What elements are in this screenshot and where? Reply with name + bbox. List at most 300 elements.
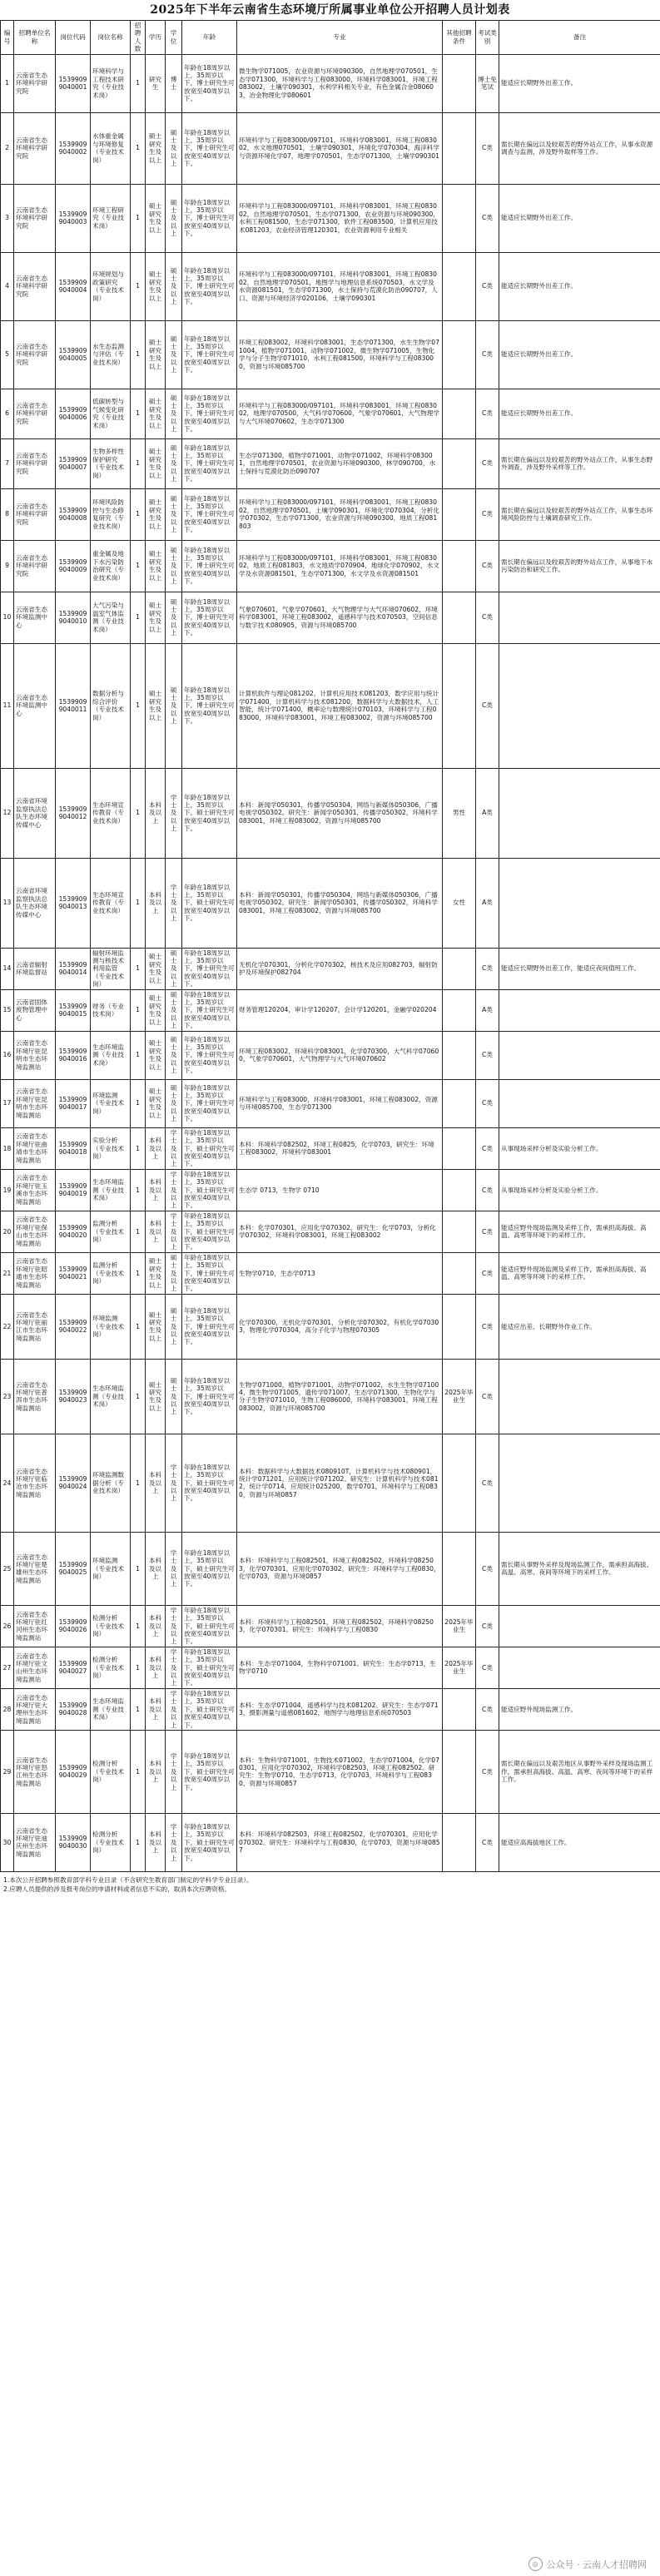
degree-cell: 硕士及以上 xyxy=(166,389,182,438)
post-code-cell: 15399099040013 xyxy=(56,858,91,948)
post-code-cell: 15399099040003 xyxy=(56,184,91,252)
remarks-cell: 需长期从事野外采样及现场监测工作，需承担高海拔、高温、高寒、夜间等环境下的采样工作。 xyxy=(499,1532,660,1605)
unit-name-cell: 云南省环境监察执法总队生态环境传媒中心 xyxy=(14,858,56,948)
unit-name-cell: 云南省生态环境厅驻文山州生态环境监测站 xyxy=(14,1647,56,1688)
other-conditions-cell xyxy=(443,592,476,643)
headcount-cell: 1 xyxy=(131,54,146,112)
exam-type-cell: C类 xyxy=(476,1211,499,1252)
unit-name-cell: 云南省生态环境厅驻丽江市生态环境监测站 xyxy=(14,1294,56,1359)
row-number-cell: 9 xyxy=(1,540,14,592)
headcount-cell: 1 xyxy=(131,389,146,438)
major-cell: 本科：环境科学082502，环境工程0825，化学0703，研究生：环境工程083002，环境科学083001 xyxy=(237,1127,443,1169)
headcount-cell: 1 xyxy=(131,592,146,643)
headcount-cell: 1 xyxy=(131,1359,146,1434)
header-cell: 招聘人数 xyxy=(131,21,146,55)
post-name-cell: 环境监测（专业技术岗） xyxy=(91,1532,131,1605)
headcount-cell: 1 xyxy=(131,1169,146,1211)
headcount-cell: 1 xyxy=(131,1434,146,1532)
post-code-cell: 15399099040020 xyxy=(56,1211,91,1252)
other-conditions-cell xyxy=(443,488,476,540)
remarks-cell: 需长期在偏远以及较艰苦的野外站点工作，从事生态野外调查，涉及野外采样等工作。 xyxy=(499,438,660,488)
post-name-cell: 低碳转型与气候变化研究（专业技术岗） xyxy=(91,389,131,438)
header-cell: 年龄 xyxy=(182,21,237,55)
remarks-cell xyxy=(499,989,660,1031)
exam-type-cell: C类 xyxy=(476,1359,499,1434)
age-cell: 年龄在18周岁以上，35周岁以下，博士研究生可放宽至40周岁以下。 xyxy=(182,54,237,112)
major-cell: 环境科学与工程083000/097101，环境科学083001，环境工程083002，地质工程081803，水文地质学070904，地球化学070902，水文学及水资源081501，生态学071300，水文学及水资源081501 xyxy=(237,540,443,592)
major-cell: 本科：化学070301，应用化学070302，研究生：化学0703，分析化学070302，环境科学083001，环境工程083002 xyxy=(237,1211,443,1252)
education-cell: 本科及以上 xyxy=(146,1434,166,1532)
row-number-cell: 2 xyxy=(1,112,14,184)
post-name-cell: 生物多样性保护研究（专业技术岗） xyxy=(91,438,131,488)
age-cell: 年龄在18周岁以上，35周岁以下，硕士研究生可放宽至40周岁以下。 xyxy=(182,1730,237,1813)
remarks-cell: 能适应长期野外出差工作。 xyxy=(499,389,660,438)
post-name-cell: 水体重金属与环境修复（专业技术岗） xyxy=(91,112,131,184)
major-cell: 环境科学与工程083000，环境科学083001，环境工程083002，资源与环境085700，生态学071300 xyxy=(237,1079,443,1127)
education-cell: 硕士研究生及以上 xyxy=(146,540,166,592)
table-row xyxy=(1,1031,660,1079)
unit-name-cell: 云南省生态环境厅驻昆明市生态环境监测站 xyxy=(14,1031,56,1079)
remarks-cell xyxy=(499,1647,660,1688)
exam-type-cell: A类 xyxy=(476,858,499,948)
row-number-cell: 24 xyxy=(1,1434,14,1532)
unit-name-cell: 云南省辐射环境监督站 xyxy=(14,948,56,989)
degree-cell: 硕士及以上 xyxy=(166,252,182,320)
other-conditions-cell: 2025年毕业生 xyxy=(443,1605,476,1647)
degree-cell: 学士及以上 xyxy=(166,858,182,948)
row-number-cell: 15 xyxy=(1,989,14,1031)
remarks-cell: 需长期在偏远以及艰苦地区从事野外采样及现场监测工作，需承担高海拔、高温、高寒、夜间等环境下的采样工作。 xyxy=(499,1730,660,1813)
table-row xyxy=(1,184,660,252)
post-name-cell: 环境监测（专业技术岗） xyxy=(91,1294,131,1359)
post-name-cell: 检测分析（专业技术岗） xyxy=(91,1647,131,1688)
other-conditions-cell xyxy=(443,540,476,592)
header-cell: 招聘单位名称 xyxy=(14,21,56,55)
major-cell: 生态学071300，植物学071001，动物学071002，环境科学083001，自然地理学070501，农业资源与环境090300，林学090700，水土保持与荒漠化防治090707 xyxy=(237,438,443,488)
unit-name-cell: 云南省生态环境厅驻临沧市生态环境监测站 xyxy=(14,1434,56,1532)
unit-name-cell: 云南省生态环境厅驻楚雄州生态环境监测站 xyxy=(14,1532,56,1605)
watermark xyxy=(528,2557,648,2571)
table-row xyxy=(1,643,660,768)
age-cell: 年龄在18周岁以上，35周岁以下，硕士研究生可放宽至40周岁以下。 xyxy=(182,768,237,858)
post-code-cell: 15399099040006 xyxy=(56,389,91,438)
remarks-cell xyxy=(499,1079,660,1127)
remarks-cell xyxy=(499,768,660,858)
headcount-cell: 1 xyxy=(131,1031,146,1079)
exam-type-cell: A类 xyxy=(476,989,499,1031)
exam-type-cell: C类 xyxy=(476,1031,499,1079)
post-name-cell: 检测分析（专业技术岗） xyxy=(91,1605,131,1647)
table-row xyxy=(1,252,660,320)
table-row xyxy=(1,1647,660,1688)
headcount-cell: 1 xyxy=(131,1813,146,1871)
education-cell: 硕士研究生及以上 xyxy=(146,1031,166,1079)
unit-name-cell: 云南省生态环境科学研究院 xyxy=(14,252,56,320)
remarks-cell: 需长期在偏远以及较艰苦的野外站点工作，从事水资源调查与监测，涉及野外取样等工作。 xyxy=(499,112,660,184)
recruitment-table xyxy=(0,20,660,1872)
education-cell: 硕士研究生及以上 xyxy=(146,948,166,989)
post-name-cell: 重金属及地下水污染防治研究（专业技术岗） xyxy=(91,540,131,592)
exam-type-cell: C类 xyxy=(476,184,499,252)
headcount-cell: 1 xyxy=(131,1730,146,1813)
unit-name-cell: 云南省生态环境科学研究院 xyxy=(14,488,56,540)
row-number-cell: 4 xyxy=(1,252,14,320)
remarks-cell xyxy=(499,1031,660,1079)
remarks-cell: 需长期在偏远以及较艰苦的野外站点工作，从事地下水污染防治和研究工作。 xyxy=(499,540,660,592)
unit-name-cell: 云南省生态环境科学研究院 xyxy=(14,438,56,488)
exam-type-cell: C类 xyxy=(476,1294,499,1359)
table-row xyxy=(1,1127,660,1169)
other-conditions-cell xyxy=(443,643,476,768)
post-name-cell: 财务（专业技术岗） xyxy=(91,989,131,1031)
degree-cell: 硕士及以上 xyxy=(166,488,182,540)
education-cell: 硕士研究生及以上 xyxy=(146,1079,166,1127)
major-cell: 生物学071000，植物学071001，动物学071002，水生生物学071004，微生物学071005，遗传学071007，生态学071300，生物化学与分子生物学071010，生物工程086000，环境科学083001，环境工程083002，资源与环境085700 xyxy=(237,1359,443,1434)
header-cell: 考试类别 xyxy=(476,21,499,55)
exam-type-cell: C类 xyxy=(476,112,499,184)
major-cell: 本科：生态学071004，生物科学071001。研究生：生态学0713，生物学0710 xyxy=(237,1647,443,1688)
row-number-cell: 16 xyxy=(1,1031,14,1079)
exam-type-cell: C类 xyxy=(476,320,499,389)
education-cell: 本科及以上 xyxy=(146,1688,166,1730)
major-cell: 微生物学071005，农业资源与环境090300，自然地理学070501，生态学071300，环境科学与工程083000，环境科学083001，环境工程083002，土壤学090301，水利学科相关专业，有色金属合金080603，冶金物理化学080601 xyxy=(237,54,443,112)
table-row xyxy=(1,948,660,989)
age-cell: 年龄在18周岁以上，35周岁以下，硕士研究生可放宽至40周岁以下。 xyxy=(182,1127,237,1169)
exam-type-cell: C类 xyxy=(476,252,499,320)
exam-type-cell: C类 xyxy=(476,1079,499,1127)
other-conditions-cell xyxy=(443,1294,476,1359)
footnotes xyxy=(3,1875,253,1894)
post-code-cell: 15399099040011 xyxy=(56,643,91,768)
exam-type-cell: C类 xyxy=(476,540,499,592)
education-cell: 硕士研究生及以上 xyxy=(146,252,166,320)
remarks-cell xyxy=(499,592,660,643)
major-cell: 本科：环境科学082503，环境工程082502，化学070301，应用化学070302。研究生：环境科学与工程0830，化学0703，资源与环境0857 xyxy=(237,1813,443,1871)
remarks-cell: 能适应高海拔地区工作。 xyxy=(499,1813,660,1871)
major-cell: 生物学0710，生态学0713 xyxy=(237,1252,443,1294)
unit-name-cell: 云南省生态环境科学研究院 xyxy=(14,540,56,592)
other-conditions-cell xyxy=(443,1730,476,1813)
row-number-cell: 30 xyxy=(1,1813,14,1871)
post-code-cell: 15399099040023 xyxy=(56,1359,91,1434)
table-row xyxy=(1,389,660,438)
age-cell: 年龄在18周岁以上，35周岁以下，硕士研究生可放宽至40周岁以下。 xyxy=(182,1211,237,1252)
major-cell: 本科：环境科学与工程082501，环境工程082502，环境科学082503，化学070301，应用化学070302。研究生：环境科学与工程0830，化学0703，资源与环境0857 xyxy=(237,1532,443,1605)
age-cell: 年龄在18周岁以上，35周岁以下，博士研究生可放宽至40周岁以下。 xyxy=(182,488,237,540)
remarks-cell: 能适应长期野外出差工作，能适应夜间值班工作。 xyxy=(499,948,660,989)
degree-cell: 学士及以上 xyxy=(166,1813,182,1871)
post-code-cell: 15399099040015 xyxy=(56,989,91,1031)
table-row xyxy=(1,540,660,592)
remarks-cell: 从事现场采样分析及实验分析工作。 xyxy=(499,1169,660,1211)
education-cell: 本科及以上 xyxy=(146,1169,166,1211)
row-number-cell: 27 xyxy=(1,1647,14,1688)
education-cell: 硕士研究生及以上 xyxy=(146,438,166,488)
row-number-cell: 10 xyxy=(1,592,14,643)
post-name-cell: 生态环境宣传教育（专业技术岗） xyxy=(91,768,131,858)
unit-name-cell: 云南省生态环境科学研究院 xyxy=(14,184,56,252)
post-name-cell: 环境监测（专业技术岗） xyxy=(91,1079,131,1127)
unit-name-cell: 云南省生态环境科学研究院 xyxy=(14,54,56,112)
major-cell: 环境科学与工程083000/097101，环境科学083001，环境工程083002，自然地理学070501，土壤学090301，环境化学070304，分析化学070302，生态学071300，农业资源与环境090300，地质工程081803 xyxy=(237,488,443,540)
post-code-cell: 15399099040017 xyxy=(56,1079,91,1127)
row-number-cell: 26 xyxy=(1,1605,14,1647)
row-number-cell: 18 xyxy=(1,1127,14,1169)
major-cell: 本科：环境科学与工程082501，环境工程082502，环境科学082503，化学070301。研究生：环境科学与工程0830 xyxy=(237,1605,443,1647)
headcount-cell: 1 xyxy=(131,1647,146,1688)
degree-cell: 硕士及以上 xyxy=(166,1359,182,1434)
exam-type-cell: C类 xyxy=(476,592,499,643)
other-conditions-cell xyxy=(443,389,476,438)
table-row xyxy=(1,858,660,948)
table-body xyxy=(1,54,660,1871)
degree-cell: 博士 xyxy=(166,54,182,112)
post-code-cell: 15399099040018 xyxy=(56,1127,91,1169)
degree-cell: 硕士及以上 xyxy=(166,438,182,488)
education-cell: 本科及以上 xyxy=(146,1813,166,1871)
other-conditions-cell xyxy=(443,1813,476,1871)
education-cell: 硕士研究生及以上 xyxy=(146,184,166,252)
major-cell: 化学070300，无机化学070301，分析化学070302，有机化学070303，物理化学070304，高分子化学与物理070305 xyxy=(237,1294,443,1359)
other-conditions-cell xyxy=(443,1532,476,1605)
table-row xyxy=(1,1211,660,1252)
table-row xyxy=(1,438,660,488)
post-code-cell: 15399099040012 xyxy=(56,768,91,858)
table-row xyxy=(1,1252,660,1294)
other-conditions-cell xyxy=(443,989,476,1031)
table-row xyxy=(1,1532,660,1605)
age-cell: 年龄在18周岁以上，35周岁以下，博士研究生可放宽至40周岁以下。 xyxy=(182,540,237,592)
age-cell: 年龄在18周岁以上，35周岁以下，博士研究生可放宽至40周岁以下。 xyxy=(182,643,237,768)
post-code-cell: 15399099040002 xyxy=(56,112,91,184)
exam-type-cell: C类 xyxy=(476,948,499,989)
degree-cell: 学士及以上 xyxy=(166,768,182,858)
age-cell: 年龄在18周岁以上，35周岁以下，博士研究生可放宽至40周岁以下。 xyxy=(182,1079,237,1127)
degree-cell: 学士及以上 xyxy=(166,1211,182,1252)
post-code-cell: 15399099040025 xyxy=(56,1532,91,1605)
degree-cell: 硕士及以上 xyxy=(166,592,182,643)
table-row xyxy=(1,1813,660,1871)
age-cell: 年龄在18周岁以上，35周岁以下，博士研究生可放宽至40周岁以下。 xyxy=(182,1031,237,1079)
post-name-cell: 水生态监测与评估（专业技术岗） xyxy=(91,320,131,389)
row-number-cell: 20 xyxy=(1,1211,14,1252)
degree-cell: 硕士及以上 xyxy=(166,184,182,252)
unit-name-cell: 云南省生态环境厅驻玉溪市生态环境监测站 xyxy=(14,1169,56,1211)
other-conditions-cell xyxy=(443,948,476,989)
other-conditions-cell xyxy=(443,112,476,184)
education-cell: 研究生 xyxy=(146,54,166,112)
remarks-cell: 能适应出差、长期野外作业工作。 xyxy=(499,1294,660,1359)
post-code-cell: 15399099040005 xyxy=(56,320,91,389)
unit-name-cell: 云南省环境监察执法总队生态环境传媒中心 xyxy=(14,768,56,858)
education-cell: 硕士研究生及以上 xyxy=(146,389,166,438)
post-name-cell: 生态环境监测（专业技术岗） xyxy=(91,1031,131,1079)
watermark-text: 公众号 · 云南人才招聘网 xyxy=(546,2559,647,2570)
header-cell: 备注 xyxy=(499,21,660,55)
education-cell: 硕士研究生及以上 xyxy=(146,320,166,389)
degree-cell: 硕士及以上 xyxy=(166,320,182,389)
exam-type-cell: C类 xyxy=(476,1127,499,1169)
other-conditions-cell: 男性 xyxy=(443,768,476,858)
other-conditions-cell: 女性 xyxy=(443,858,476,948)
other-conditions-cell xyxy=(443,1079,476,1127)
unit-name-cell: 云南省生态环境厅驻曲靖市生态环境监测站 xyxy=(14,1127,56,1169)
unit-name-cell: 云南省生态环境科学研究院 xyxy=(14,389,56,438)
post-code-cell: 15399099040004 xyxy=(56,252,91,320)
major-cell: 财务管理120204，审计学120207，会计学120201，金融学020204 xyxy=(237,989,443,1031)
exam-type-cell: C类 xyxy=(476,438,499,488)
headcount-cell: 1 xyxy=(131,858,146,948)
exam-type-cell: C类 xyxy=(476,1605,499,1647)
post-code-cell: 15399099040007 xyxy=(56,438,91,488)
header-cell: 编号 xyxy=(1,21,14,55)
major-cell: 环境科学与工程083000/097101，环境科学083001，环境工程083002，自然地理学070501，生态学071300，农业资源与环境090300，水利工程081500，生态学071300，软件工程083500，计算机应用技术081203，农业经济管理120301，农业资源利用专业相关 xyxy=(237,184,443,252)
headcount-cell: 1 xyxy=(131,1079,146,1127)
row-number-cell: 29 xyxy=(1,1730,14,1813)
post-name-cell: 实验分析（专业技术岗） xyxy=(91,1127,131,1169)
other-conditions-cell xyxy=(443,54,476,112)
age-cell: 年龄在18周岁以上，35周岁以下，博士研究生可放宽至40周岁以下。 xyxy=(182,252,237,320)
post-code-cell: 15399099040029 xyxy=(56,1730,91,1813)
education-cell: 本科及以上 xyxy=(146,768,166,858)
table-row xyxy=(1,1169,660,1211)
row-number-cell: 28 xyxy=(1,1688,14,1730)
headcount-cell: 1 xyxy=(131,948,146,989)
education-cell: 本科及以上 xyxy=(146,1647,166,1688)
unit-name-cell: 云南省生态环境科学研究院 xyxy=(14,320,56,389)
age-cell: 年龄在18周岁以上，35周岁以下，博士研究生可放宽至40周岁以下。 xyxy=(182,989,237,1031)
exam-type-cell: C类 xyxy=(476,1169,499,1211)
headcount-cell: 1 xyxy=(131,1294,146,1359)
table-row xyxy=(1,112,660,184)
post-code-cell: 15399099040030 xyxy=(56,1813,91,1871)
post-code-cell: 15399099040027 xyxy=(56,1647,91,1688)
unit-name-cell: 云南省固体废物管理中心 xyxy=(14,989,56,1031)
major-cell: 生态学 0713，生物学 0710 xyxy=(237,1169,443,1211)
education-cell: 本科及以上 xyxy=(146,1127,166,1169)
row-number-cell: 3 xyxy=(1,184,14,252)
post-name-cell: 生态环境监测（专业技术岗） xyxy=(91,1169,131,1211)
post-code-cell: 15399099040021 xyxy=(56,1252,91,1294)
post-name-cell: 环境科学与工程技术研究（专业技术岗） xyxy=(91,54,131,112)
table-row xyxy=(1,1730,660,1813)
education-cell: 本科及以上 xyxy=(146,858,166,948)
page-title: 2025年下半年云南省生态环境厅所属事业单位公开招聘人员计划表 xyxy=(150,3,510,17)
unit-name-cell: 云南省生态环境厅驻普洱市生态环境监测站 xyxy=(14,1359,56,1434)
major-cell: 无机化学070301，分析化学070302，核技术及应用082703，辐射防护及环境保护082704 xyxy=(237,948,443,989)
table-row xyxy=(1,989,660,1031)
age-cell: 年龄在18周岁以上，35周岁以下，博士研究生可放宽至40周岁以下。 xyxy=(182,184,237,252)
age-cell: 年龄在18周岁以上，35周岁以下，硕士研究生可放宽至40周岁以下。 xyxy=(182,1169,237,1211)
major-cell: 环境工程083002，环境科学083001，化学070300，大气科学070600，气象学070601，大气物理学与大气环境070602 xyxy=(237,1031,443,1079)
row-number-cell: 8 xyxy=(1,488,14,540)
post-name-cell: 监测分析（专业技术岗） xyxy=(91,1252,131,1294)
exam-type-cell: C类 xyxy=(476,1688,499,1730)
degree-cell: 学士及以上 xyxy=(166,1730,182,1813)
post-code-cell: 15399099040009 xyxy=(56,540,91,592)
headcount-cell: 1 xyxy=(131,488,146,540)
remarks-cell xyxy=(499,1359,660,1434)
headcount-cell: 1 xyxy=(131,1127,146,1169)
table-row xyxy=(1,1359,660,1434)
degree-cell: 学士及以上 xyxy=(166,1127,182,1169)
major-cell: 计算机软件与理论081202，计算机应用技术081203，数学应用与统计学071400，计算机科学与技术081200，数据科学与大数据技术，人工智能，统计学071400，概率论与数理统计070103，环境科学与工程083000，环境科学083001，环境工程083002，资源与环境085700 xyxy=(237,643,443,768)
age-cell: 年龄在18周岁以上，35周岁以下，硕士研究生可放宽至40周岁以下。 xyxy=(182,1647,237,1688)
headcount-cell: 1 xyxy=(131,540,146,592)
headcount-cell: 1 xyxy=(131,184,146,252)
education-cell: 硕士研究生及以上 xyxy=(146,112,166,184)
post-code-cell: 15399099040001 xyxy=(56,54,91,112)
major-cell: 本科：新闻学050301，传播学050304，网络与新媒体050306，广播电视学050302。研究生：新闻学050301，传播学050302，环境科学083001，环境工程083002，资源与环境085700 xyxy=(237,858,443,948)
major-cell: 环境科学与工程083000/097101，环境科学083001，环境工程083002，地理学070500，大气科学070600，气象学070601，大气物理学与大气环境070602，生态学071300 xyxy=(237,389,443,438)
headcount-cell: 1 xyxy=(131,1532,146,1605)
remarks-cell xyxy=(499,643,660,768)
row-number-cell: 5 xyxy=(1,320,14,389)
remarks-cell: 能适应长期野外出差工作。 xyxy=(499,320,660,389)
headcount-cell: 1 xyxy=(131,1605,146,1647)
unit-name-cell: 云南省生态环境监测中心 xyxy=(14,643,56,768)
unit-name-cell: 云南省生态环境厅驻红河州生态环境监测站 xyxy=(14,1605,56,1647)
headcount-cell: 1 xyxy=(131,252,146,320)
footnote: 1.本次公开招聘参照教育部学科专业目录（不含研究生教育部门制定的学科学专业目录）。 xyxy=(3,1875,253,1884)
row-number-cell: 19 xyxy=(1,1169,14,1211)
exam-type-cell: C类 xyxy=(476,389,499,438)
education-cell: 硕士研究生及以上 xyxy=(146,1294,166,1359)
degree-cell: 硕士及以上 xyxy=(166,1294,182,1359)
header-cell: 专业 xyxy=(237,21,443,55)
headcount-cell: 1 xyxy=(131,320,146,389)
post-name-cell: 数据分析与综合评价（专业技术岗） xyxy=(91,643,131,768)
unit-name-cell: 云南省生态环境厅驻怒江州生态环境监测站 xyxy=(14,1730,56,1813)
post-name-cell: 大气污染与温室气体监测（专业技术岗） xyxy=(91,592,131,643)
exam-type-cell: 博士免笔试 xyxy=(476,54,499,112)
other-conditions-cell xyxy=(443,1252,476,1294)
other-conditions-cell xyxy=(443,438,476,488)
age-cell: 年龄在18周岁以上，35周岁以下，博士研究生可放宽至40周岁以下。 xyxy=(182,320,237,389)
post-code-cell: 15399099040014 xyxy=(56,948,91,989)
unit-name-cell: 云南省生态环境科学研究院 xyxy=(14,112,56,184)
row-number-cell: 13 xyxy=(1,858,14,948)
degree-cell: 学士及以上 xyxy=(166,1532,182,1605)
post-name-cell: 环境风险防控与生态修复研究（专业技术岗） xyxy=(91,488,131,540)
post-name-cell: 检测分析（专业技术岗） xyxy=(91,1813,131,1871)
headcount-cell: 1 xyxy=(131,112,146,184)
unit-name-cell: 云南省生态环境厅驻昭通市生态环境监测站 xyxy=(14,1252,56,1294)
exam-type-cell: C类 xyxy=(476,1647,499,1688)
exam-type-cell: C类 xyxy=(476,1434,499,1532)
row-number-cell: 22 xyxy=(1,1294,14,1359)
major-cell: 环境科学与工程083000/097101，环境科学083001，环境工程083002，水文地理070501，土壤学090301，环境化学070304，海洋科学与资源环境化学07，地理学070501，生态学071300，土壤学090301 xyxy=(237,112,443,184)
age-cell: 年龄在18周岁以上，35周岁以下，硕士研究生可放宽至40周岁以下。 xyxy=(182,858,237,948)
degree-cell: 硕士及以上 xyxy=(166,989,182,1031)
headcount-cell: 1 xyxy=(131,643,146,768)
other-conditions-cell xyxy=(443,1031,476,1079)
post-name-cell: 辐射环境监测与核技术利用监管（专业技术岗） xyxy=(91,948,131,989)
major-cell: 气象070601，气象学070601，大气物理学与大气环境070602，环境科学083001，环境工程083002，遥感科学与技术070503，空间信息与数字技术080905，资源与环境085700 xyxy=(237,592,443,643)
degree-cell: 硕士及以上 xyxy=(166,540,182,592)
table-row xyxy=(1,488,660,540)
wechat-icon: ◎ xyxy=(528,2557,543,2571)
remarks-cell: 需长期在偏远以及较艰苦的野外站点工作，从事生态环境风险防控与土壤调查研究工作。 xyxy=(499,488,660,540)
major-cell: 环境科学与工程083000/097101，环境科学083001，环境工程083002，自然地理学070501，地图学与地理信息系统070503，水文学及水资源081501，生态学071300，水土保持与荒漠化防治090707，人口、资源与环境经济学020106，土壤学090301 xyxy=(237,252,443,320)
row-number-cell: 11 xyxy=(1,643,14,768)
row-number-cell: 12 xyxy=(1,768,14,858)
headcount-cell: 1 xyxy=(131,438,146,488)
degree-cell: 学士及以上 xyxy=(166,1434,182,1532)
age-cell: 年龄在18周岁以上，35周岁以下，博士研究生可放宽至40周岁以下。 xyxy=(182,592,237,643)
age-cell: 年龄在18周岁以上，35周岁以下，硕士研究生可放宽至40周岁以下。 xyxy=(182,1688,237,1730)
major-cell: 本科：数据科学与大数据技术080910T，计算机科学与技术080901，统计学071201，应用统计学071202。研究生：计算机科学与技术0812，统计学0714，应用统计025200，数学0701，环境科学与工程0830，资源与环境0857 xyxy=(237,1434,443,1532)
